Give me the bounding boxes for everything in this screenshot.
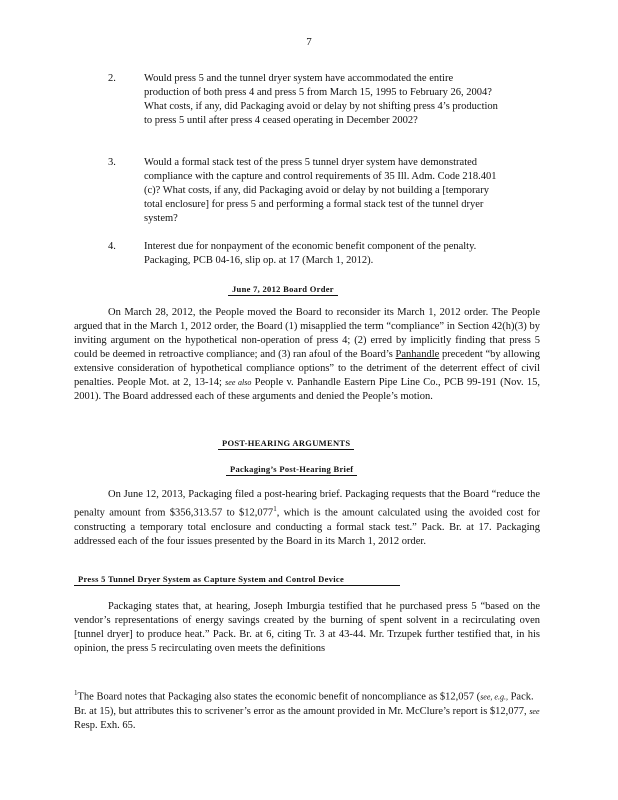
text-run: On June 12, 2013, Packaging filed a post-hearing brief. Packaging requests that the Board “reduce the penalty amount from $356,313.57 to $12,077 [74,489,540,519]
item-text: Interest due for nonpayment of the economic benefit component of the penalty. Packaging, PCB 04-16, slip op. at 17 (March 1, 2012). [144,241,477,266]
item-text: Would a formal stack test of the press 5 tunnel dryer system have demonstrated compliance with the capture and control requirements of 35 Ill. Adm. Code 218.401 (c)? What costs, if any, did Packaging avoid or delay by not building a [temporary total enclosure] for press 5 and performing a formal stack test of the tunnel dryer system? [144,157,497,224]
signal-see-eg: see, e.g., [480,692,508,702]
text-run: precedent “by allowing extensive consideration of hypothetical compliance options” to the detriment of the deterrent effect of civil penalties. People Mot. at 2, 13-14; [74,349,541,388]
signal-see-also: see also [225,378,252,387]
paragraph-post-hearing-brief [74,488,540,549]
footnote-number: 1 [74,689,78,697]
numbered-item-3 [108,156,508,226]
footnote-1 [74,686,540,733]
text-run: The Board notes that Packaging also states the economic benefit of noncompliance as $12,057 ( [77,691,481,703]
text-run: Resp. Exh. 65. [74,719,136,731]
text-run: Pack. Br. at 15), but attributes this to scrivener’s error as the amount provided in Mr. McClure’s report is $12,077, [74,691,534,717]
section-heading-post-hearing: POST-HEARING ARGUMENTS [218,438,354,450]
item-text: Would press 5 and the tunnel dryer system have accommodated the entire production of both press 4 and press 5 from March 15, 1995 to February 26, 2004? What costs, if any, did Packaging avoid or delay by not shifting press 4’s production to press 5 until after press 4 ceased operating in December 2002? [144,73,498,126]
paragraph-press5-tunnel-dryer [74,600,540,656]
text-run: People v. Panhandle Eastern Pipe Line Co., PCB 99-191 (Nov. 15, 2001). The Board addressed each of these arguments and denied the People’s motion. [74,377,540,402]
text-run: On March 28, 2012, the People moved the Board to reconsider its March 1, 2012 order. The People argued that in the March 1, 2012 order, the Board (1) misapplied the term “compliance” in Section 42(h)(3) by inviting argument on the hypothetical non-operation of press 4; (2) erred by implicitly finding that press 5 could be deemed in retroactive compliance; and (3) ran afoul of the Board’s [74,307,540,360]
text-run: , which is the amount calculated using the avoided cost for constructing a temporary total enclosure and conducting a formal stack test.” Pack. Br. at 17. Packaging addressed each of the four issues presented by the Board in its March 1, 2012 order. [74,507,540,547]
item-number: 3. [108,157,116,168]
page-number: 7 [306,36,312,48]
numbered-item-2 [108,72,508,142]
numbered-item-4 [108,240,508,270]
subheading-post-hearing-brief: Packaging’s Post-Hearing Brief [226,464,357,476]
paragraph-june-order [74,306,540,404]
case-name-panhandle: Panhandle [395,349,440,360]
footnote-marker: 1 [273,505,277,513]
item-number: 4. [108,241,116,252]
item-number: 2. [108,73,116,84]
subheading-press5-tunnel-dryer: Press 5 Tunnel Dryer System as Capture System and Control Device [74,574,400,586]
text-run: Packaging states that, at hearing, Joseph Imburgia testified that he purchased press 5 “based on the vendor’s representations of energy savings created by the burning of spent solvent in a recirculating oven [tunnel dryer] to produce heat.” Pack. Br. at 6, citing Tr. 3 at 43-44. Mr. Trzupek further testified that, in his opinion, the press 5 recirculating oven meets the definitions [74,601,540,654]
signal-see: see [529,706,540,716]
section-heading-june-order: June 7, 2012 Board Order [228,284,338,296]
